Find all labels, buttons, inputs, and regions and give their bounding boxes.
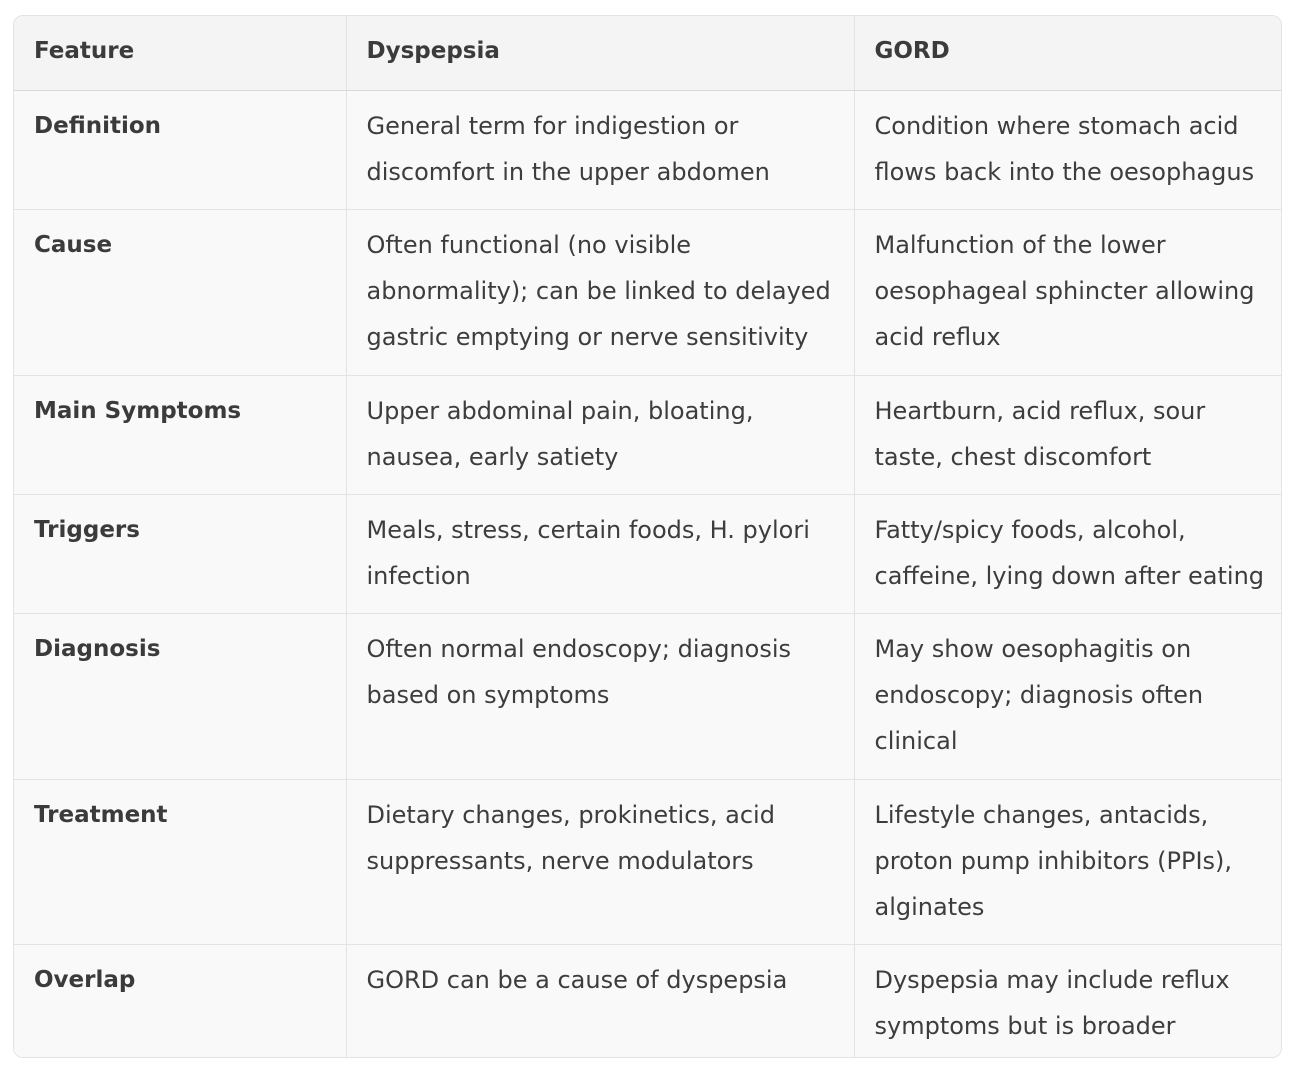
row-dyspepsia [346,494,854,613]
row-dyspepsia-text: GORD can be a cause of dyspepsia [366,965,788,994]
row-feature [14,779,346,944]
row-dyspepsia [346,209,854,375]
row-feature [14,494,346,613]
header-dyspepsia: Dyspepsia [346,16,854,90]
comparison-table [13,15,1282,1058]
row-gord [854,944,1281,1058]
row-feature-label: Diagnosis [34,635,161,662]
row-gord-text: May show oesophagitis on endoscopy; diagnosis often clinical [874,634,1204,755]
row-gord [854,90,1281,209]
row-gord-text: Dyspepsia may include reflux symptoms but is broader [874,965,1230,1040]
row-dyspepsia-text: Dietary changes, prokinetics, acid suppressants, nerve modulators [366,800,775,875]
row-gord [854,375,1281,494]
comparison-table-grid [14,16,1281,1058]
row-dyspepsia-text: Often functional (no visible abnormality); can be linked to delayed gastric emptying or nerve sensitivity [366,230,831,351]
row-feature-label: Main Symptoms [34,397,242,424]
row-dyspepsia [346,613,854,779]
table-row [14,944,1281,1058]
table-row [14,613,1281,779]
row-gord [854,494,1281,613]
table-row [14,209,1281,375]
row-dyspepsia-text: Meals, stress, certain foods, H. pylori infection [366,515,810,590]
row-gord-text: Heartburn, acid reflux, sour taste, chest discomfort [874,396,1206,471]
row-gord [854,209,1281,375]
row-feature-label: Treatment [34,801,168,828]
row-dyspepsia [346,90,854,209]
row-dyspepsia-text: Often normal endoscopy; diagnosis based on symptoms [366,634,791,709]
row-feature [14,613,346,779]
table-row [14,779,1281,944]
table-row [14,494,1281,613]
row-dyspepsia-text: General term for indigestion or discomfort in the upper abdomen [366,111,770,186]
row-gord [854,779,1281,944]
header-gord: GORD [854,16,1281,90]
row-feature-label: Overlap [34,966,136,993]
row-dyspepsia [346,375,854,494]
row-feature-label: Definition [34,112,162,139]
row-dyspepsia [346,944,854,1058]
row-feature-label: Triggers [34,516,140,543]
row-dyspepsia-text: Upper abdominal pain, bloating, nausea, early satiety [366,396,754,471]
row-gord [854,613,1281,779]
table-row [14,375,1281,494]
table-body [14,90,1281,1058]
header-feature: Feature [14,16,346,90]
row-gord-text: Condition where stomach acid flows back into the oesophagus [874,111,1255,186]
row-feature-label: Cause [34,231,113,258]
table-header [14,16,1281,90]
table-row [14,90,1281,209]
row-feature [14,375,346,494]
row-dyspepsia [346,779,854,944]
row-gord-text: Malfunction of the lower oesophageal sphincter allowing acid reflux [874,230,1255,351]
header-row [14,16,1281,90]
row-feature [14,944,346,1058]
row-gord-text: Fatty/spicy foods, alcohol, caffeine, lying down after eating [874,515,1265,590]
row-gord-text: Lifestyle changes, antacids, proton pump inhibitors (PPIs), alginates [874,800,1233,921]
row-feature [14,90,346,209]
row-feature [14,209,346,375]
